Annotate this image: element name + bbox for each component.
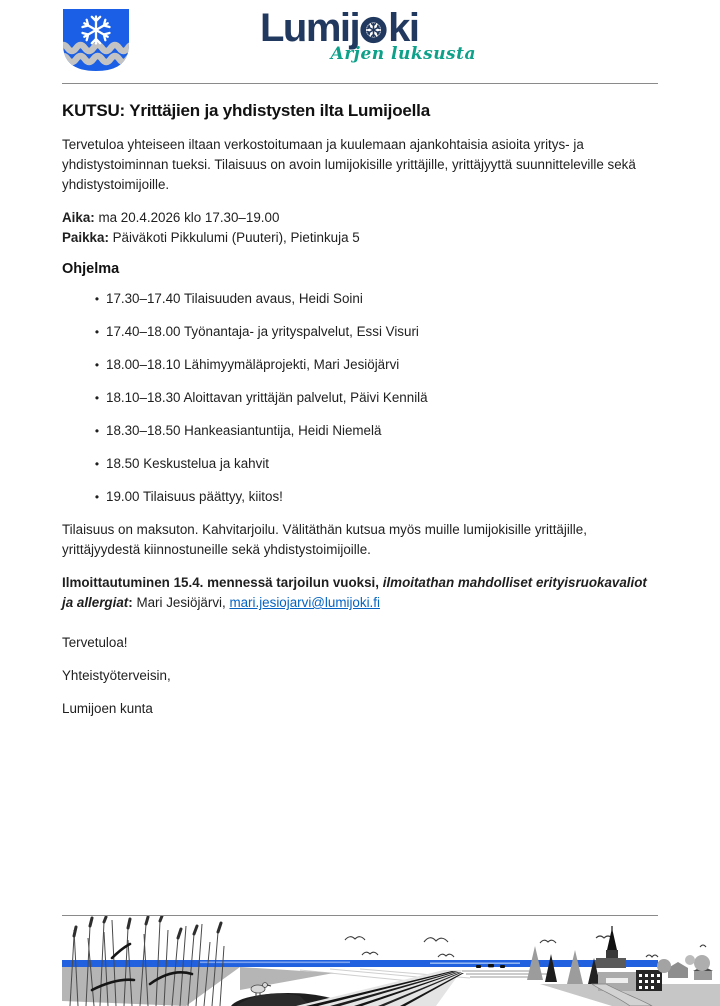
letterhead bbox=[0, 0, 720, 84]
program-item bbox=[62, 487, 660, 507]
program-item-label: 18.10–18.30 Aloittavan yrittäjän palvelut, Päivi Kennilä bbox=[106, 390, 428, 405]
registration-diet-note: ilmoitathan mahdolliset erityisruokavaliot ja allergiat bbox=[62, 575, 647, 610]
program-item bbox=[62, 421, 660, 441]
regards-line: Yhteistyöterveisin, bbox=[62, 668, 171, 683]
church-icon bbox=[596, 926, 626, 968]
program-item-label: 17.40–18.00 Työnantaja- ja yrityspalvelut, Essi Visuri bbox=[106, 324, 419, 339]
wordmark-post: ki bbox=[388, 6, 419, 50]
event-meta bbox=[62, 208, 660, 248]
intro-paragraph: Tervetuloa yhteiseen iltaan verkostoitumaan ja kuulemaan ajankohtaisia asioita yritys- ja yhdistystoiminnan tueksi. Tilaisuus on avoin lumijokisille yrittäjille, yrittäjyyttä suunnitteleville sekä yhdistystoimijoille. bbox=[62, 137, 636, 192]
program-item bbox=[62, 322, 660, 342]
round-tree bbox=[685, 955, 695, 965]
wordmark-pre: Lumij bbox=[260, 6, 360, 50]
event-time bbox=[62, 208, 660, 228]
program-item-label: 18.50 Keskustelua ja kahvit bbox=[106, 456, 270, 471]
conifer-tree bbox=[545, 954, 557, 982]
paikka-label: Paikka: bbox=[62, 230, 109, 245]
river-stripe bbox=[62, 960, 658, 967]
bullet-icon: • bbox=[94, 424, 100, 438]
wordmark-snowflake-o-icon bbox=[360, 13, 387, 44]
aika-value: ma 20.4.2026 klo 17.30–19.00 bbox=[94, 210, 280, 225]
furrows bbox=[296, 970, 464, 1006]
program-item bbox=[62, 388, 660, 408]
registration-paragraph bbox=[62, 573, 660, 613]
program-item bbox=[62, 454, 660, 474]
program-item-label: 17.30–17.40 Tilaisuuden avaus, Heidi Soini bbox=[106, 291, 363, 306]
landscape-illustration bbox=[0, 916, 720, 1006]
brand-block bbox=[260, 8, 480, 64]
birds-icon bbox=[345, 936, 706, 957]
registration-colon: : bbox=[128, 595, 133, 610]
event-place bbox=[62, 228, 660, 248]
program-item-label: 18.00–18.10 Lähimyymäläprojekti, Mari Jesiöjärvi bbox=[106, 357, 400, 372]
program-item-label: 19.00 Tilaisuus päättyy, kiitos! bbox=[106, 489, 283, 504]
reed-heads bbox=[74, 916, 221, 938]
bullet-icon: • bbox=[94, 391, 100, 405]
registration-contact-name: Mari Jesiöjärvi, bbox=[132, 595, 230, 610]
wordmark-lumijoki bbox=[260, 8, 480, 48]
bullet-icon: • bbox=[94, 325, 100, 339]
program-item bbox=[62, 289, 660, 309]
registration-deadline: Ilmoittautuminen 15.4. mennessä tarjoilun vuoksi, bbox=[62, 575, 383, 590]
paikka-value: Päiväkoti Pikkulumi (Puuteri), Pietinkuja 5 bbox=[108, 230, 360, 245]
municipality-coat-of-arms bbox=[62, 8, 130, 72]
page-footer bbox=[0, 915, 720, 1006]
signature-line: Lumijoen kunta bbox=[62, 701, 153, 716]
program-list bbox=[62, 289, 660, 507]
welcome-line: Tervetuloa! bbox=[62, 635, 128, 650]
round-tree bbox=[694, 955, 710, 971]
program-heading: Ohjelma bbox=[62, 261, 120, 277]
bullet-icon: • bbox=[94, 457, 100, 471]
header-divider bbox=[62, 83, 658, 84]
program-item-label: 18.30–18.50 Hankeasiantuntija, Heidi Niemelä bbox=[106, 423, 382, 438]
bullet-icon: • bbox=[94, 292, 100, 306]
brand-tagline: Arjen luksusta bbox=[330, 44, 476, 64]
bullet-icon: • bbox=[94, 490, 100, 504]
info-paragraph: Tilaisuus on maksuton. Kahvitarjoilu. Välitäthän kutsua myös muille lumijokisille yrittäjille, yrittäjyydestä kiinnostuneille sekä yhdistystoimijoille. bbox=[62, 522, 587, 557]
bullet-icon: • bbox=[94, 358, 100, 372]
letter-body bbox=[62, 100, 660, 719]
letter-title: KUTSU: Yrittäjien ja yhdistysten ilta Lumijoella bbox=[62, 101, 430, 120]
round-tree bbox=[657, 959, 671, 973]
program-item bbox=[62, 355, 660, 375]
aika-label: Aika: bbox=[62, 210, 95, 225]
email-link[interactable]: mari.jesiojarvi@lumijoki.fi bbox=[229, 595, 380, 610]
